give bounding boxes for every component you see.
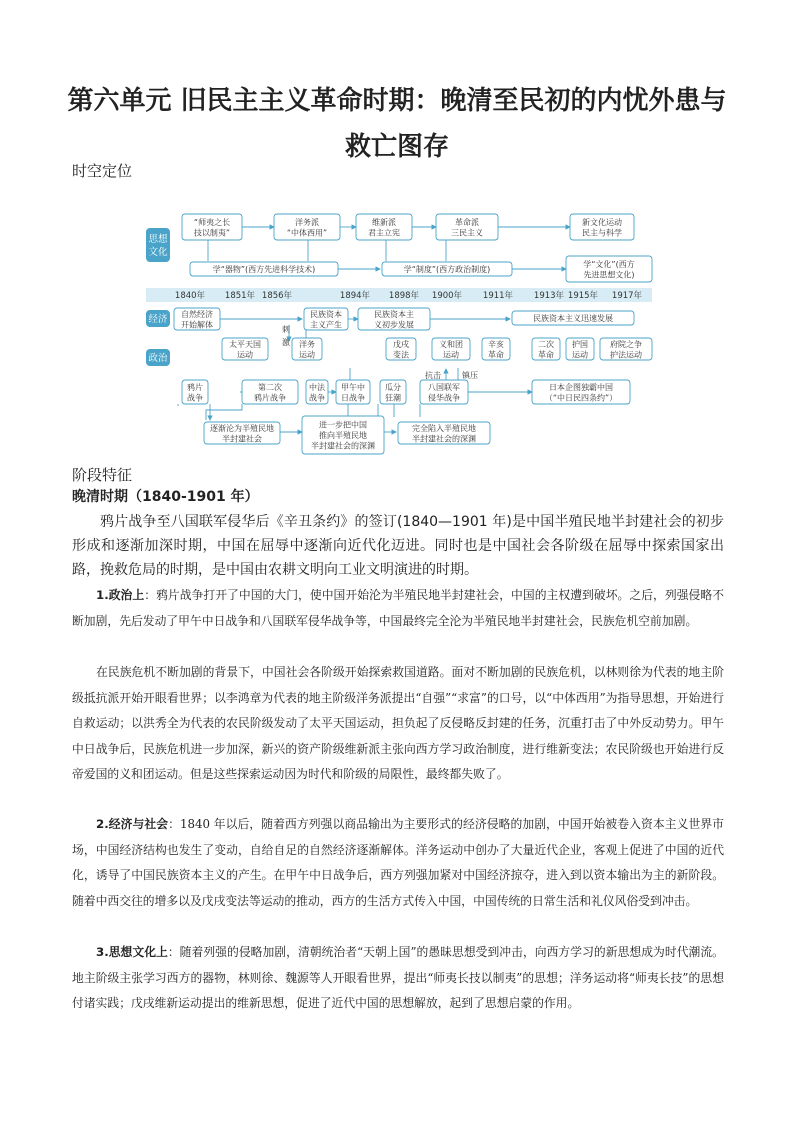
- badge-label-thought-1: 思想: [148, 234, 168, 245]
- politics-box-4-line-1: 义和团: [439, 339, 463, 349]
- economy-box-2-line-2: 主义产生: [310, 320, 342, 330]
- economy-box-3-line-1: 民族资本主: [374, 309, 414, 319]
- economy-box-4-line-1: 民族资本主义迅速发展: [533, 314, 613, 323]
- section-heading-position: 时空定位: [72, 162, 133, 180]
- politics-box-7-line-2: 运动: [572, 350, 588, 360]
- politics-text: ：鸦片战争打开了中国的大门，使中国开始沦为半殖民地半封建社会，中国的主权遭到破坏。之后，列强侵略不断加剧，先后发动了甲午中日战争和八国联军侵华战争等，中国最终完全沦为半殖民地半封建社会，民族危机空前加剧。: [72, 588, 724, 628]
- stimulus-char-2: 激: [282, 338, 290, 347]
- result-box-2-line-1: 进一步把中国: [319, 420, 367, 430]
- result-box-1-line-1: 逐渐沦为半殖民地: [210, 423, 274, 433]
- result-box-3-line-1: 完全陷入半殖民地: [412, 423, 476, 433]
- politics-box-3-line-1: 戊戌: [393, 339, 409, 349]
- suppress-label: 镇压: [462, 371, 478, 380]
- learn-box-3-line-2: 先进思想文化): [583, 270, 635, 280]
- year-8: 1913年: [533, 291, 565, 301]
- war-box-1-line-2: 战争: [187, 393, 203, 403]
- exploration-text: 在民族危机不断加剧的背景下，中国社会各阶级开始探索救国道路。面对不断加剧的民族危机，以林则徐为代表的地主阶级抵抗派开始开眼看世界；以李鸿章为代表的地主阶级洋务派提出“自强”“求富”的口号，以“中体西用”为指导思想，开始进行自救运动；以洪秀全为代表的农民阶级发动了太平天国运动，担负起了反侵略反封建的任务，沉重打击了中外反动势力。甲午中日战争后，民族危机进一步加深，新兴的资产阶级维新派主张向西方学习政治制度，进行维新变法；农民阶级也开始进行反帝爱国的义和团运动。但是这些探索运动因为时代和阶级的局限性，最终都失败了。: [72, 665, 724, 781]
- politics-box-5-line-2: 革命: [488, 350, 504, 360]
- war-box-4-line-1: 甲午中: [341, 382, 365, 392]
- thought-box-1-line-2: 技以制夷”: [193, 228, 231, 238]
- politics-box-3-line-2: 变法: [393, 350, 409, 360]
- politics-box-6-line-1: 二次: [538, 339, 554, 349]
- economy-box-2-line-1: 民族资本: [310, 309, 342, 319]
- culture-text: ：随着列强的侵略加剧，清朝统治者“天朝上国”的愚昧思想受到冲击，向西方学习的新思想成为时代潮流。地主阶级主张学习西方的器物，林则徐、魏源等人开眼看世界，提出“师夷长技以制夷”的思想；洋务运动将“师夷长技”的思想付诸实践；戊戌维新运动提出的维新思想，促进了近代中国的思想解放，起到了思想启蒙的作用。: [72, 945, 724, 1010]
- politics-box-6-line-2: 革命: [538, 350, 554, 360]
- politics-lead: 1.政治上: [96, 588, 145, 602]
- war-box-1-line-1: 鸦片: [187, 382, 203, 392]
- war-box-7-line-2: （“中日民四条约”）: [544, 393, 618, 403]
- thought-box-2-line-2: “中体西用”: [286, 228, 328, 238]
- page-title: 第六单元 旧民主主义革命时期：晚清至民初的内忧外患与救亡图存: [67, 86, 727, 162]
- economy-box-1-line-2: 开始解体: [181, 320, 213, 330]
- politics-box-5-line-1: 辛亥: [488, 339, 504, 349]
- war-box-5-line-2: 狂潮: [385, 393, 401, 403]
- intro-paragraph: 鸦片战争至八国联军侵华后《辛丑条约》的签订(1840—1901 年)是中国半殖民地半封建社会的初步形成和逐渐加深时期，中国在屈辱中逐渐向近代化迈进。同时也是中国社会各阶级在屈辱中探索国家出路，挽救危局的时期，是中国由农耕文明向工业文明演进的时期。: [72, 514, 724, 578]
- politics-paragraph: [72, 583, 724, 634]
- war-box-3-line-1: 中法: [309, 382, 325, 392]
- stimulus-char-1: 刺: [282, 325, 290, 334]
- politics-box-7-line-1: 护国: [572, 339, 588, 349]
- thought-box-4-line-2: 三民主义: [451, 228, 483, 238]
- war-box-7-line-1: 日本企图独霸中国: [549, 382, 613, 392]
- thought-box-5-line-2: 民主与科学: [582, 228, 622, 238]
- war-box-4-line-2: 日战争: [341, 393, 365, 403]
- economy-lead: 2.经济与社会: [96, 817, 169, 831]
- learn-box-3-line-1: 学“文化”(西方: [583, 259, 635, 269]
- result-box-1-line-2: 半封建社会: [222, 434, 262, 444]
- war-box-2-line-2: 鸦片战争: [254, 393, 286, 403]
- culture-paragraph: [72, 940, 724, 1017]
- politics-box-2-line-1: 洋务: [299, 339, 315, 349]
- war-box-6-line-2: 侵华战争: [428, 393, 460, 403]
- thought-box-4-line-1: 革命派: [455, 217, 479, 227]
- thought-box-5-line-1: 新文化运动: [582, 217, 622, 227]
- learn-box-2-line-1: 学“制度”(西方政治制度): [403, 265, 491, 274]
- war-box-5-line-1: 瓜分: [385, 382, 401, 392]
- year-2: 1851年: [224, 291, 256, 301]
- thought-box-2-line-1: 洋务派: [295, 217, 319, 227]
- result-box-3-line-2: 半封建社会的深渊: [412, 434, 476, 444]
- politics-box-8-line-2: 护法运动: [610, 350, 642, 360]
- war-box-2-line-1: 第二次: [258, 382, 282, 392]
- badge-label-economy: 经济: [148, 314, 168, 325]
- culture-lead: 3.思想文化上: [96, 945, 168, 959]
- economy-box-1-line-1: 自然经济: [181, 309, 213, 319]
- exploration-paragraph: [72, 660, 724, 788]
- year-5: 1898年: [388, 291, 420, 301]
- result-box-2-line-3: 半封建社会的深渊: [311, 441, 375, 451]
- year-4: 1894年: [339, 291, 371, 301]
- section-heading-features: 阶段特征: [72, 466, 133, 484]
- year-9: 1915年: [567, 291, 599, 301]
- economy-text: ：1840 年以后，随着西方列强以商品输出为主要形式的经济侵略的加剧，中国开始被卷入资本主义世界市场，中国经济结构也发生了变动，自给自足的自然经济逐渐解体。洋务运动中创办了大量近代企业，客观上促进了中国的近代化，诱导了中国民族资本主义的产生。在甲午中日战争后，西方列强加紧对中国经济掠夺，进入到以资本输出为主的新阶段。随着中西交往的增多以及戊戌变法等运动的推动，西方的生活方式传入中国，中国传统的日常生活和礼仪风俗受到冲击。: [72, 817, 724, 908]
- learn-box-1-line-1: 学“器物”(西方先进科学技术): [212, 265, 316, 274]
- war-box-6-line-1: 八国联军: [428, 382, 460, 392]
- resist-label: 抗击: [425, 371, 441, 380]
- politics-box-1-line-2: 运动: [237, 350, 253, 360]
- politics-box-8-line-1: 府院之争: [610, 339, 642, 349]
- war-box-3-line-2: 战争: [309, 393, 325, 403]
- politics-box-4-line-2: 运动: [443, 350, 459, 360]
- timeline-diagram: [146, 208, 654, 460]
- year-3: 1856年: [261, 291, 293, 301]
- politics-box-1-line-1: 太平天国: [229, 339, 261, 349]
- year-6: 1900年: [431, 291, 463, 301]
- year-10: 1917年: [611, 291, 643, 301]
- politics-box-2-line-2: 运动: [299, 350, 315, 360]
- result-box-2-line-2: 推向半殖民地: [319, 431, 367, 440]
- subsection-late-qing: 晚清时期（1840-1901 年）: [72, 489, 259, 505]
- thought-box-3-line-1: 维新派: [372, 217, 396, 227]
- economy-box-3-line-2: 义初步发展: [374, 320, 414, 330]
- thought-box-1-line-1: “师夷之长: [193, 217, 231, 227]
- badge-label-thought-2: 文化: [148, 247, 168, 258]
- economy-paragraph: [72, 812, 724, 914]
- year-1: 1840年: [174, 291, 206, 301]
- badge-label-politics: 政治: [148, 353, 168, 364]
- year-7: 1911年: [482, 291, 514, 301]
- thought-box-3-line-2: 君主立宪: [368, 228, 400, 238]
